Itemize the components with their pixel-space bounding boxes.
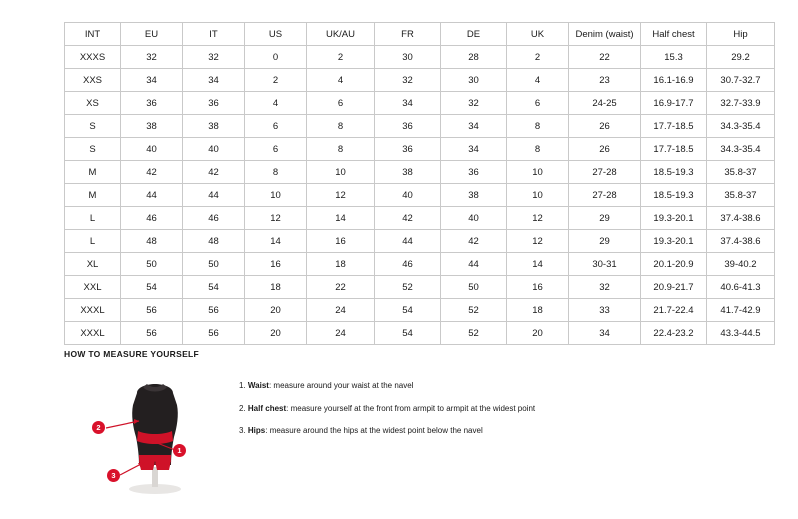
table-cell: 4: [307, 69, 375, 92]
table-cell: 18: [307, 253, 375, 276]
column-header: UK/AU: [307, 23, 375, 46]
table-cell: XXL: [65, 276, 121, 299]
table-cell: 19.3-20.1: [641, 207, 707, 230]
table-cell: 16: [307, 230, 375, 253]
table-cell: 42: [441, 230, 507, 253]
table-cell: 28: [441, 46, 507, 69]
table-row: [65, 207, 775, 230]
table-cell: 44: [375, 230, 441, 253]
note-text: : measure yourself at the front from armpit to armpit at the widest point: [286, 403, 536, 413]
table-cell: XXS: [65, 69, 121, 92]
column-header: EU: [121, 23, 183, 46]
table-cell: 8: [245, 161, 307, 184]
table-row: [65, 230, 775, 253]
table-cell: 12: [307, 184, 375, 207]
table-cell: 33: [569, 299, 641, 322]
table-cell: 38: [121, 115, 183, 138]
table-cell: 0: [245, 46, 307, 69]
table-cell: 38: [183, 115, 245, 138]
table-cell: 46: [183, 207, 245, 230]
note-text: : measure around the hips at the widest point below the navel: [265, 426, 483, 436]
table-cell: 6: [307, 92, 375, 115]
table-cell: 56: [183, 322, 245, 345]
table-cell: 24: [307, 299, 375, 322]
table-cell: 40: [121, 138, 183, 161]
table-cell: 18: [507, 299, 569, 322]
table-cell: XL: [65, 253, 121, 276]
table-row: [65, 253, 775, 276]
table-cell: 40.6-41.3: [707, 276, 775, 299]
table-cell: 34: [441, 115, 507, 138]
table-cell: 54: [121, 276, 183, 299]
table-cell: 22: [307, 276, 375, 299]
column-header: Hip: [707, 23, 775, 46]
column-header: DE: [441, 23, 507, 46]
table-cell: 56: [183, 299, 245, 322]
table-cell: 40: [441, 207, 507, 230]
table-cell: M: [65, 161, 121, 184]
table-cell: 6: [245, 115, 307, 138]
table-cell: 34: [569, 322, 641, 345]
table-cell: 8: [307, 115, 375, 138]
measure-note: [239, 426, 535, 436]
table-row: [65, 92, 775, 115]
table-cell: 52: [375, 276, 441, 299]
table-cell: 46: [121, 207, 183, 230]
measure-notes: [239, 381, 535, 449]
table-cell: 46: [375, 253, 441, 276]
column-header: UK: [507, 23, 569, 46]
table-cell: 27-28: [569, 161, 641, 184]
note-index: 1.: [239, 381, 246, 390]
table-cell: 42: [375, 207, 441, 230]
table-cell: 4: [245, 92, 307, 115]
mannequin-figure: [89, 371, 219, 496]
table-cell: 22: [569, 46, 641, 69]
table-cell: 4: [507, 69, 569, 92]
note-term: Half chest: [247, 403, 287, 413]
table-header-row: [65, 23, 775, 46]
table-cell: XXXL: [65, 299, 121, 322]
table-cell: 48: [121, 230, 183, 253]
table-cell: 24-25: [569, 92, 641, 115]
table-row: [65, 115, 775, 138]
table-cell: 50: [183, 253, 245, 276]
note-term: Hips: [247, 426, 266, 436]
table-cell: 12: [507, 230, 569, 253]
table-cell: 54: [183, 276, 245, 299]
table-cell: 6: [245, 138, 307, 161]
column-header: US: [245, 23, 307, 46]
table-cell: 36: [375, 138, 441, 161]
marker-3: 3: [107, 469, 120, 482]
table-cell: 32: [183, 46, 245, 69]
table-cell: 52: [441, 299, 507, 322]
table-cell: 2: [245, 69, 307, 92]
table-cell: 32: [569, 276, 641, 299]
table-cell: 29: [569, 207, 641, 230]
table-cell: 8: [507, 138, 569, 161]
how-to-measure-section: [64, 349, 744, 496]
table-cell: L: [65, 230, 121, 253]
table-cell: 20: [507, 322, 569, 345]
table-cell: 8: [307, 138, 375, 161]
table-cell: 29.2: [707, 46, 775, 69]
table-row: [65, 276, 775, 299]
table-cell: 21.7-22.4: [641, 299, 707, 322]
table-cell: 20: [245, 322, 307, 345]
table-cell: 35.8-37: [707, 184, 775, 207]
table-cell: 42: [121, 161, 183, 184]
table-cell: 14: [245, 230, 307, 253]
table-row: [65, 322, 775, 345]
table-cell: 29: [569, 230, 641, 253]
table-cell: 36: [183, 92, 245, 115]
note-term: Waist: [247, 381, 269, 390]
table-cell: 12: [507, 207, 569, 230]
table-cell: 18: [245, 276, 307, 299]
table-cell: 32.7-33.9: [707, 92, 775, 115]
table-cell: 37.4-38.6: [707, 207, 775, 230]
table-cell: 20.1-20.9: [641, 253, 707, 276]
table-cell: 16: [245, 253, 307, 276]
table-cell: 43.3-44.5: [707, 322, 775, 345]
table-cell: 34: [121, 69, 183, 92]
table-cell: 30.7-32.7: [707, 69, 775, 92]
table-cell: 2: [307, 46, 375, 69]
table-cell: XXXL: [65, 322, 121, 345]
table-row: [65, 138, 775, 161]
column-header: IT: [183, 23, 245, 46]
table-cell: 10: [507, 184, 569, 207]
table-cell: 2: [507, 46, 569, 69]
table-cell: 30: [441, 69, 507, 92]
table-row: [65, 184, 775, 207]
table-row: [65, 69, 775, 92]
table-row: [65, 161, 775, 184]
note-text: : measure around your waist at the navel: [268, 381, 414, 390]
table-cell: 16.9-17.7: [641, 92, 707, 115]
table-cell: 52: [441, 322, 507, 345]
table-cell: 32: [441, 92, 507, 115]
table-cell: 44: [121, 184, 183, 207]
table-cell: 10: [307, 161, 375, 184]
size-chart-container: [64, 22, 761, 345]
table-cell: 44: [183, 184, 245, 207]
table-cell: 17.7-18.5: [641, 115, 707, 138]
table-cell: 14: [307, 207, 375, 230]
table-cell: 34.3-35.4: [707, 138, 775, 161]
column-header: Denim (waist): [569, 23, 641, 46]
table-row: [65, 299, 775, 322]
table-cell: 34: [375, 92, 441, 115]
table-cell: L: [65, 207, 121, 230]
table-cell: 48: [183, 230, 245, 253]
table-cell: 42: [183, 161, 245, 184]
table-cell: 18.5-19.3: [641, 161, 707, 184]
table-cell: 22.4-23.2: [641, 322, 707, 345]
table-cell: 27-28: [569, 184, 641, 207]
table-cell: S: [65, 138, 121, 161]
column-header: INT: [65, 23, 121, 46]
measure-note: [239, 381, 535, 391]
table-cell: 39-40.2: [707, 253, 775, 276]
table-cell: 35.8-37: [707, 161, 775, 184]
size-chart-table: [64, 22, 775, 345]
note-index: 2.: [239, 403, 246, 413]
table-cell: 40: [375, 184, 441, 207]
table-cell: 37.4-38.6: [707, 230, 775, 253]
table-cell: 30-31: [569, 253, 641, 276]
table-body: [65, 46, 775, 345]
table-cell: 36: [375, 115, 441, 138]
table-cell: 19.3-20.1: [641, 230, 707, 253]
table-cell: 36: [441, 161, 507, 184]
table-cell: 8: [507, 115, 569, 138]
table-cell: 56: [121, 299, 183, 322]
section-title: HOW TO MEASURE YOURSELF: [64, 349, 200, 359]
table-cell: 38: [441, 184, 507, 207]
table-cell: 54: [375, 299, 441, 322]
table-cell: 34: [183, 69, 245, 92]
table-cell: 36: [121, 92, 183, 115]
column-header: FR: [375, 23, 441, 46]
table-cell: 17.7-18.5: [641, 138, 707, 161]
table-cell: XXXS: [65, 46, 121, 69]
table-cell: 26: [569, 138, 641, 161]
marker-2: 2: [92, 421, 105, 434]
table-cell: 44: [441, 253, 507, 276]
table-cell: 6: [507, 92, 569, 115]
marker-1: 1: [173, 444, 186, 457]
table-cell: 18.5-19.3: [641, 184, 707, 207]
table-cell: 32: [375, 69, 441, 92]
table-cell: 10: [507, 161, 569, 184]
table-cell: 50: [121, 253, 183, 276]
column-header: Half chest: [641, 23, 707, 46]
table-cell: S: [65, 115, 121, 138]
table-cell: 16: [507, 276, 569, 299]
table-cell: 16.1-16.9: [641, 69, 707, 92]
measure-note: [239, 404, 535, 414]
table-cell: 20.9-21.7: [641, 276, 707, 299]
table-cell: 26: [569, 115, 641, 138]
table-row: [65, 46, 775, 69]
table-cell: XS: [65, 92, 121, 115]
table-cell: 10: [245, 184, 307, 207]
table-cell: 12: [245, 207, 307, 230]
table-cell: 14: [507, 253, 569, 276]
table-cell: 15.3: [641, 46, 707, 69]
table-cell: 40: [183, 138, 245, 161]
table-cell: 56: [121, 322, 183, 345]
table-cell: 23: [569, 69, 641, 92]
table-cell: 41.7-42.9: [707, 299, 775, 322]
note-index: 3.: [239, 426, 246, 436]
table-cell: M: [65, 184, 121, 207]
table-cell: 32: [121, 46, 183, 69]
table-cell: 24: [307, 322, 375, 345]
table-cell: 54: [375, 322, 441, 345]
table-cell: 38: [375, 161, 441, 184]
table-cell: 34.3-35.4: [707, 115, 775, 138]
table-cell: 34: [441, 138, 507, 161]
table-cell: 20: [245, 299, 307, 322]
table-cell: 30: [375, 46, 441, 69]
table-cell: 50: [441, 276, 507, 299]
